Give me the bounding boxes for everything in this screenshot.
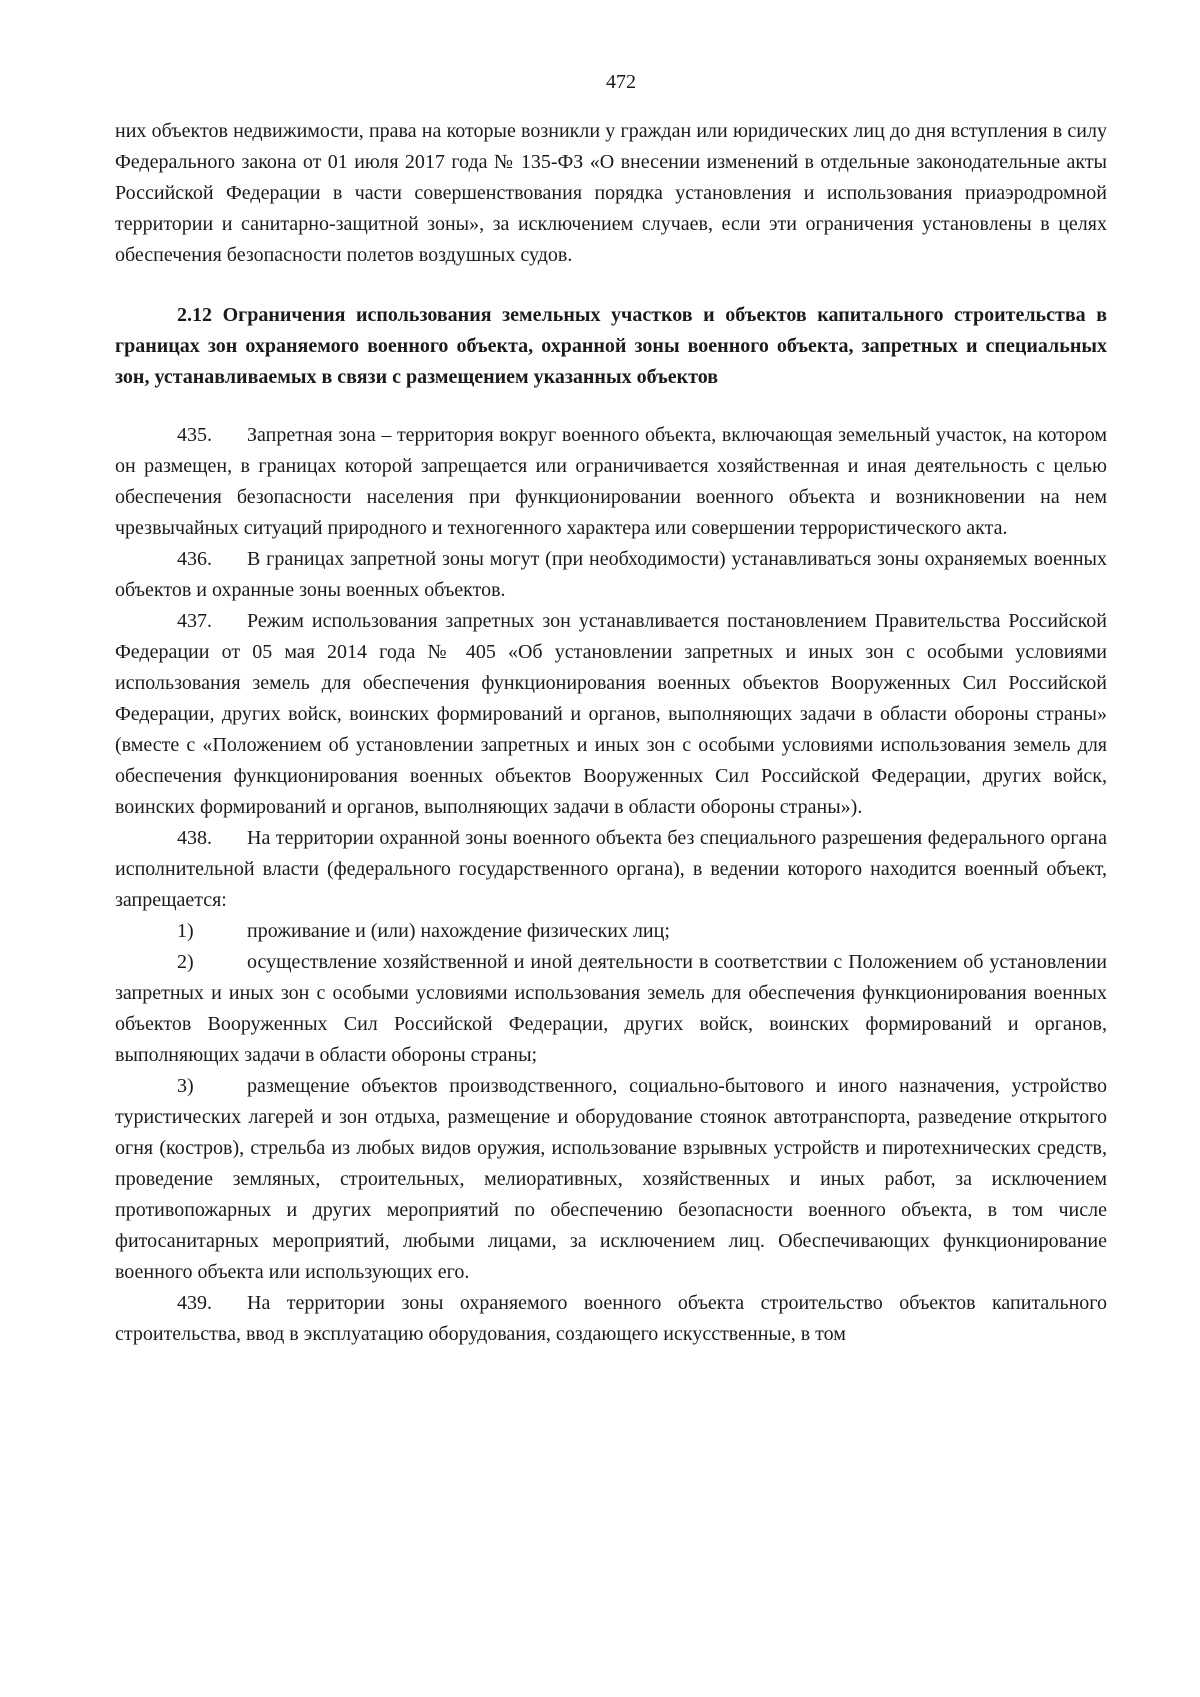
section-heading: 2.12 Ограничения использования земельных участков и объектов капитального строительства в границах зон охраняемого военного объекта, охранной зоны военного объекта, запретных и специальных зон, устанавливаемых в связи с размещением указанных объектов — [115, 304, 1107, 388]
paragraph-437 — [115, 606, 1107, 823]
list-item-1 — [115, 916, 1107, 947]
paragraph-number: 438. — [177, 827, 212, 849]
list-item-3 — [115, 1071, 1107, 1288]
paragraph-number: 437. — [177, 610, 212, 632]
paragraph-text: Режим использования запретных зон устанавливается постановлением Правительства Российской Федерации от 05 мая 2014 года № 405 «Об установлении запретных и иных зон с особыми условиями использования земель для обеспечения функционирования военных объектов Вооруженных Сил Российской Федерации, других войск, воинских формирований и органов, выполняющих задачи в области обороны страны» (вместе с «Положением об установлении запретных и иных зон с особыми условиями использования земель для обеспечения функционирования военных объектов Вооруженных Сил Российской Федерации, других войск, воинских формирований и органов, выполняющих задачи в области обороны страны»). — [115, 610, 1107, 818]
page-number: 472 — [606, 71, 636, 93]
list-item-text: осуществление хозяйственной и иной деятельности в соответствии с Положением об установлении запретных и иных зон с особыми условиями использования земель для обеспечения функционирования военных объектов Вооруженных Сил Российской Федерации, других войск, воинских формирований и органов, выполняющих задачи в области обороны страны; — [115, 951, 1107, 1066]
paragraph-text: В границах запретной зоны могут (при необходимости) устанавливаться зоны охраняемых военных объектов и охранные зоны военных объектов. — [115, 548, 1107, 601]
paragraph-number: 436. — [177, 548, 212, 570]
paragraph-text: На территории зоны охраняемого военного объекта строительство объектов капитального строительства, ввод в эксплуатацию оборудования, создающего искусственные, в том — [115, 1292, 1107, 1345]
paragraph-435 — [115, 420, 1107, 544]
paragraph-436 — [115, 544, 1107, 606]
paragraph-438 — [115, 823, 1107, 916]
list-item-text: размещение объектов производственного, социально-бытового и иного назначения, устройство туристических лагерей и зон отдыха, размещение и оборудование стоянок автотранспорта, разведение открытого огня (костров), стрельба из любых видов оружия, использование взрывных устройств и пиротехнических средств, проведение земляных, строительных, мелиоративных, хозяйственных и иных работ, за исключением противопожарных и других мероприятий по обеспечению безопасности военного объекта, в том числе фитосанитарных мероприятий, любыми лицами, за исключением лиц. Обеспечивающих функционирование военного объекта или использующих его. — [115, 1075, 1107, 1283]
list-item-2 — [115, 947, 1107, 1071]
paragraph-number: 439. — [177, 1292, 212, 1314]
list-item-number: 3) — [177, 1075, 194, 1097]
paragraph-number: 435. — [177, 424, 212, 446]
list-item-number: 1) — [177, 920, 194, 942]
paragraph-text: Запретная зона – территория вокруг военного объекта, включающая земельный участок, на котором он размещен, в границах которой запрещается или ограничивается хозяйственная и иная деятельность с целью обеспечения безопасности населения при функционировании военного объекта и возникновении на нем чрезвычайных ситуаций природного и техногенного характера или совершении террористического акта. — [115, 424, 1107, 539]
intro-paragraph: них объектов недвижимости, права на которые возникли у граждан или юридических лиц до дня вступления в силу Федерального закона от 01 июля 2017 года № 135-ФЗ «О внесении изменений в отдельные законодательные акты Российской Федерации в части совершенствования порядка установления и использования приаэродромной территории и санитарно-защитной зоны», за исключением случаев, если эти ограничения установлены в целях обеспечения безопасности полетов воздушных судов. — [115, 120, 1107, 266]
list-item-number: 2) — [177, 951, 194, 973]
paragraph-439 — [115, 1288, 1107, 1350]
document-page — [115, 70, 1107, 1350]
list-item-text: проживание и (или) нахождение физических лиц; — [247, 920, 670, 942]
paragraph-text: На территории охранной зоны военного объекта без специального разрешения федерального органа исполнительной власти (федерального государственного органа), в ведении которого находится военный объект, запрещается: — [115, 827, 1107, 911]
